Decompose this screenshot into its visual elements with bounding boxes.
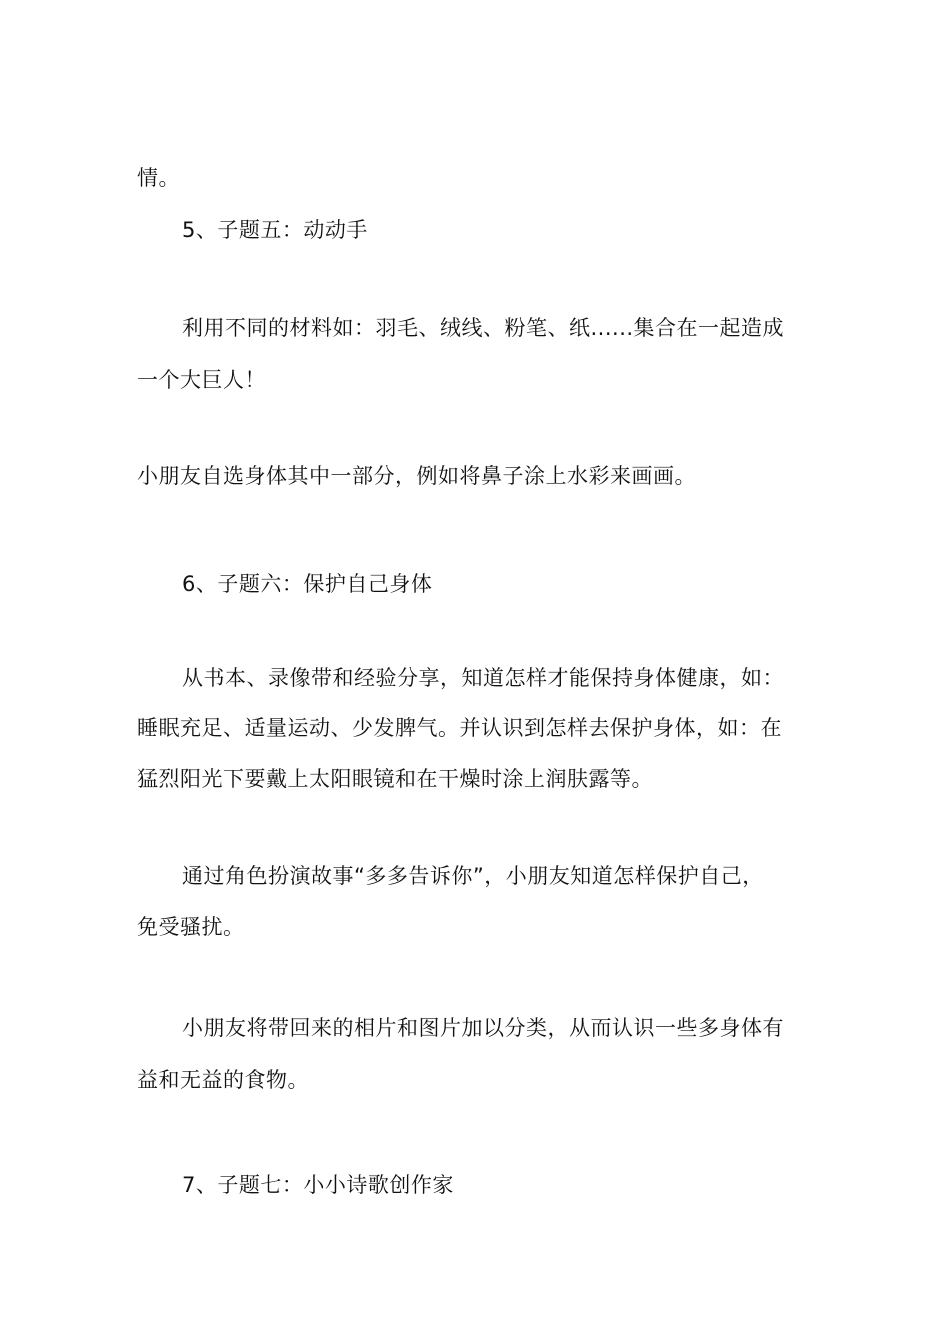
section-heading-7: 7、子题七：小小诗歌创作家: [182, 1173, 454, 1197]
section-heading-6: 6、子题六：保护自己身体: [182, 572, 433, 596]
paragraph-line: 从书本、录像带和经验分享，知道怎样才能保持身体健康，如：: [182, 666, 784, 690]
paragraph-line: 小朋友将带回来的相片和图片加以分类，从而认识一些多身体有: [182, 1016, 784, 1040]
paragraph-line: 益和无益的食物。: [137, 1068, 309, 1092]
paragraph-line: 猛烈阳光下要戴上太阳眼镜和在干燥时涂上润肤露等。: [137, 767, 653, 791]
paragraph-line: 小朋友自选身体其中一部分，例如将鼻子涂上水彩来画画。: [137, 464, 696, 488]
paragraph-line: 利用不同的材料如：羽毛、绒线、粉笔、纸......集合在一起造成: [182, 316, 785, 340]
paragraph-line: 睡眠充足、适量运动、少发脾气。并认识到怎样去保护身体，如：在: [137, 716, 782, 740]
paragraph-line: 通过角色扮演故事“多多告诉你”，小朋友知道怎样保护自己，: [182, 864, 764, 888]
paragraph-line: 免受骚扰。: [137, 915, 245, 939]
section-heading-5: 5、子题五：动动手: [182, 218, 368, 242]
paragraph-line: 情。: [137, 166, 180, 190]
paragraph-line: 一个大巨人！: [137, 368, 266, 392]
